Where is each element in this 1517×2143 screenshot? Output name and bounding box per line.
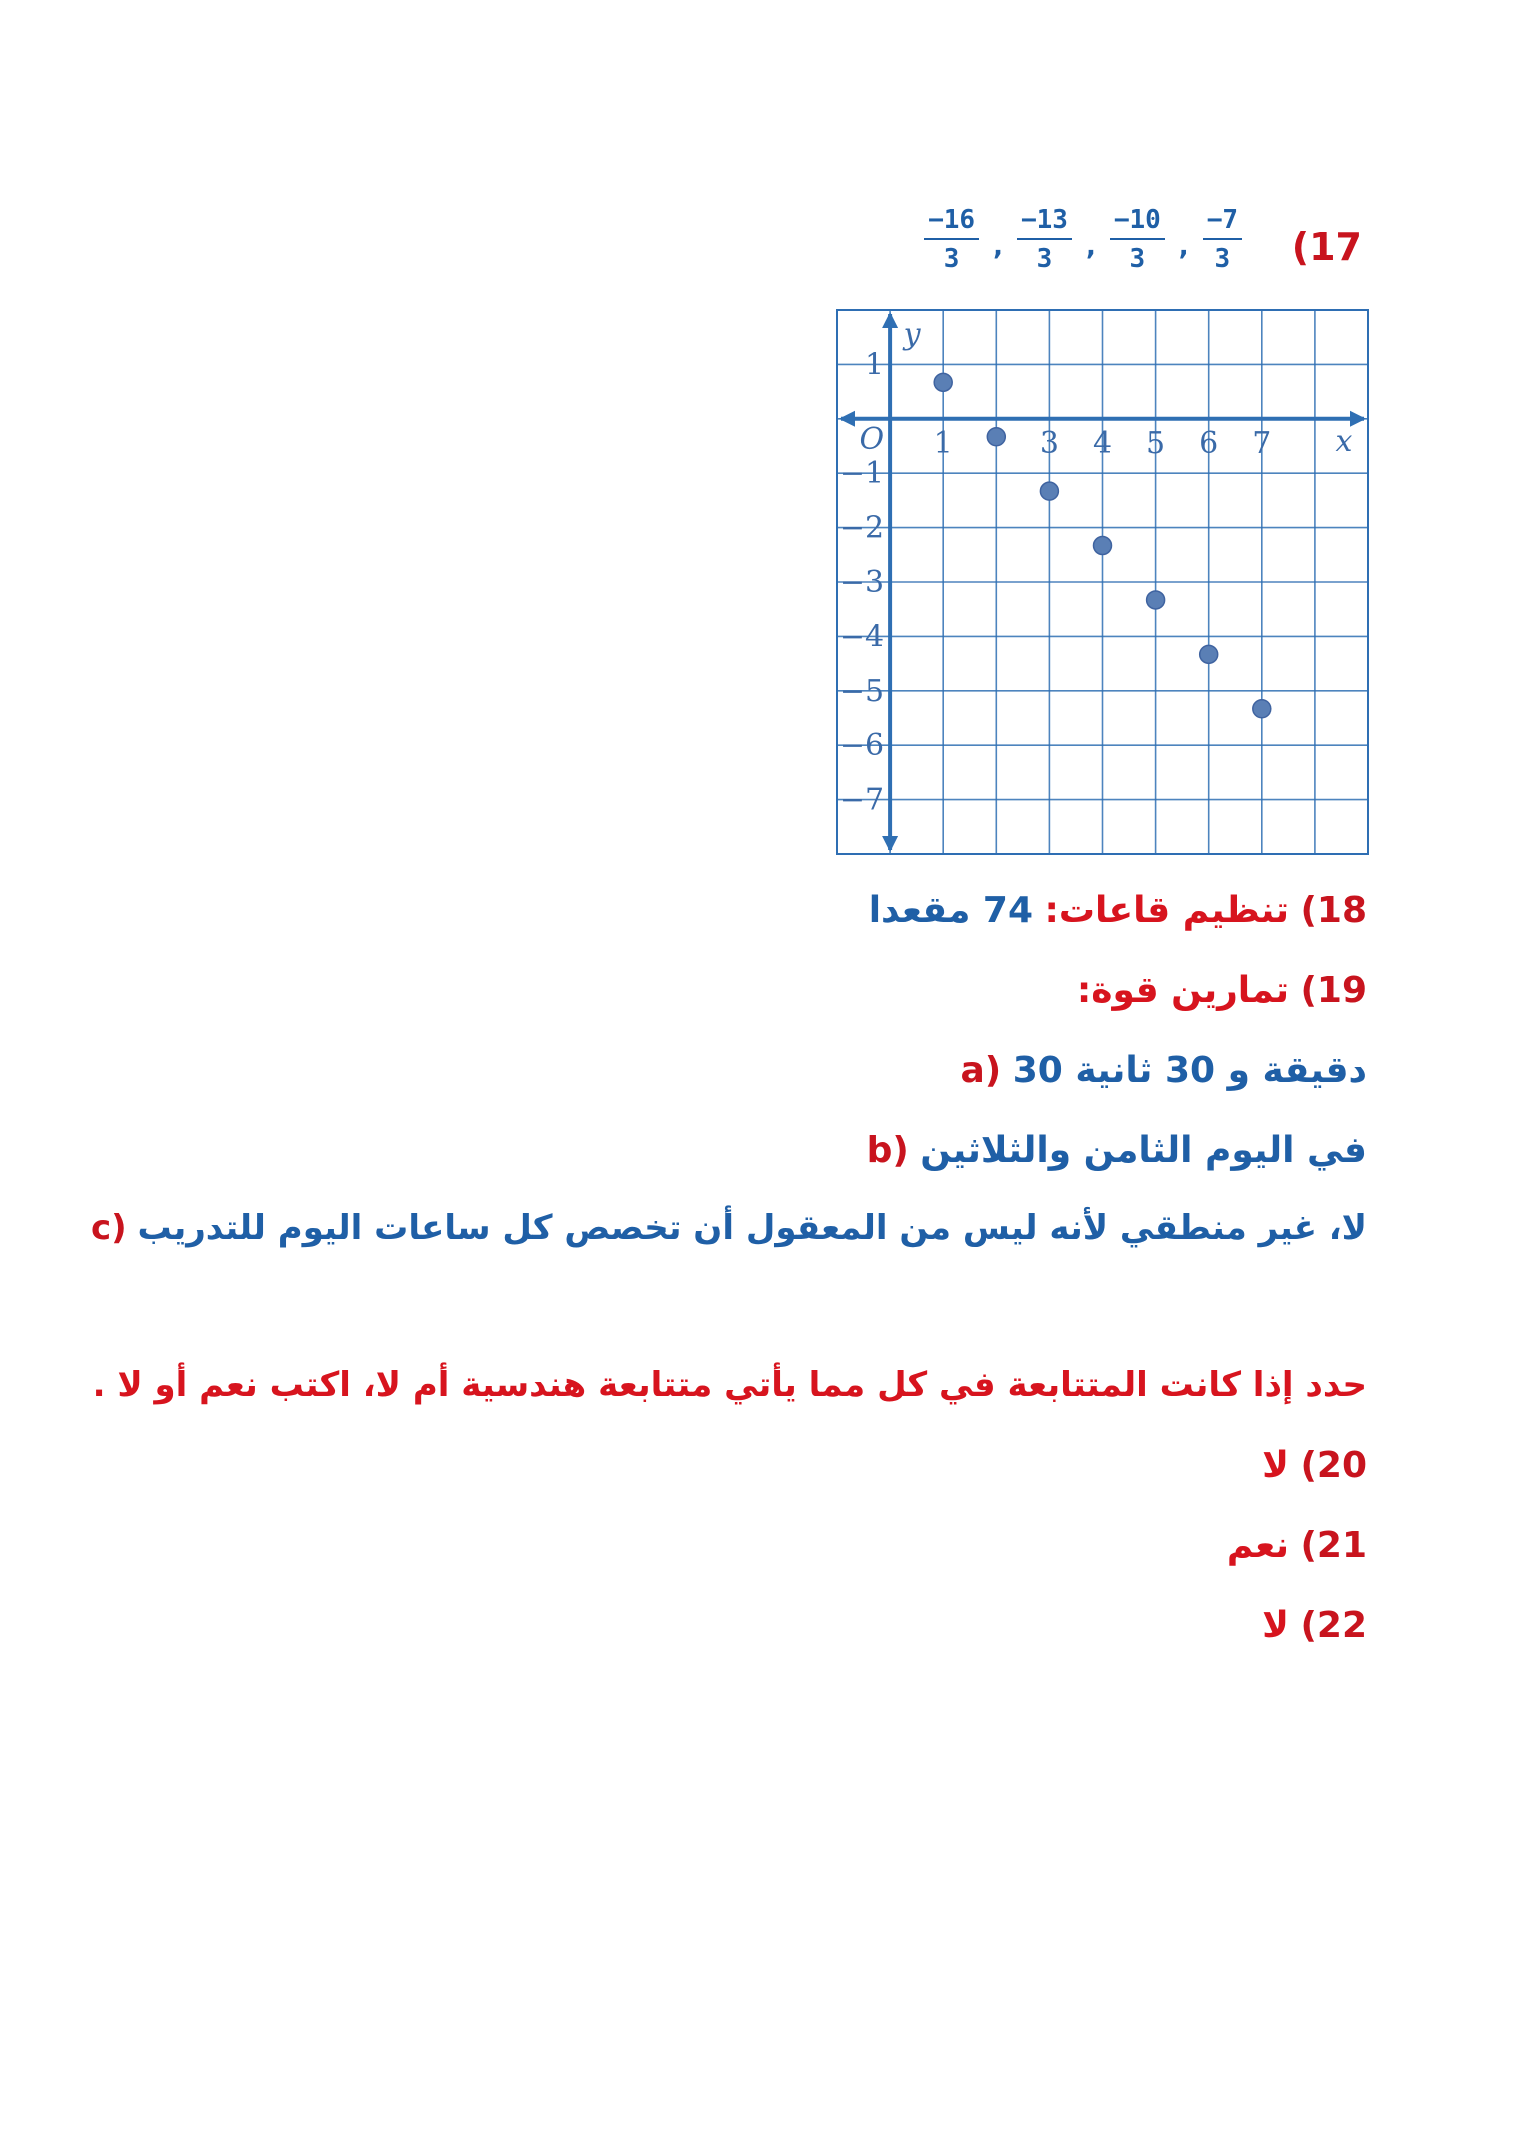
x-tick-label: 3 — [1039, 425, 1059, 461]
data-point — [1040, 482, 1058, 500]
y-tick-label: −3 — [839, 565, 885, 600]
x-axis-arrow-left — [839, 411, 855, 427]
x-tick-label: 6 — [1199, 425, 1219, 461]
item-19 — [1077, 970, 1367, 1011]
fraction-3-numerator: −13 — [1017, 205, 1072, 240]
data-point — [987, 428, 1005, 446]
item-22 — [1262, 1605, 1367, 1646]
sequence-plot-svg — [835, 308, 1370, 856]
y-tick-label: −1 — [839, 456, 885, 492]
x-tick-label: 4 — [1092, 425, 1113, 461]
y-axis-arrow-down — [882, 836, 898, 852]
item-20-answer: لا — [1262, 1445, 1289, 1486]
fraction-3 — [1017, 205, 1072, 274]
item-21-answer: نعم — [1226, 1525, 1289, 1566]
plot-labels — [840, 317, 1353, 818]
fraction-separator: , — [1085, 231, 1096, 262]
item-19a-letter: a) — [960, 1050, 1002, 1091]
x-tick-label: 7 — [1252, 425, 1272, 461]
item-18-value: 74 مقعدا — [868, 890, 1034, 931]
item-18 — [869, 890, 1367, 931]
fraction-2-numerator: −10 — [1110, 205, 1165, 240]
x-tick-label: 1 — [933, 425, 953, 461]
fraction-2 — [1110, 205, 1165, 274]
fraction-4-numerator: −16 — [924, 205, 979, 240]
fraction-2-denominator: 3 — [1129, 244, 1146, 274]
fraction-separator: , — [993, 231, 1003, 262]
x-axis-label: x — [1335, 423, 1353, 459]
item-18-title: تنظيم قاعات: — [1044, 890, 1289, 931]
fraction-1-numerator: −7 — [1203, 205, 1242, 240]
instruction-text: حدد إذا كانت المتتابعة في كل مما يأتي متتابعة هندسية أم لا، اكتب نعم أو لا . — [92, 1365, 1367, 1405]
item-19a — [960, 1050, 1367, 1091]
y-axis-label: y — [903, 317, 921, 352]
y-tick-label: −7 — [839, 782, 885, 818]
y-tick-label: −5 — [839, 673, 885, 709]
y-tick-label: −6 — [839, 728, 885, 764]
origin-label: O — [859, 421, 885, 457]
item-17-number: (17 — [1291, 225, 1362, 269]
fraction-separator: , — [1178, 231, 1189, 262]
fraction-4 — [924, 205, 979, 274]
item-19b — [867, 1130, 1367, 1171]
fraction-1-denominator: 3 — [1214, 244, 1231, 274]
fraction-4-denominator: 3 — [943, 244, 960, 274]
item-19b-answer: في اليوم الثامن والثلاثين — [920, 1130, 1367, 1171]
data-point — [1200, 645, 1218, 663]
y-tick-label: −4 — [839, 619, 885, 655]
data-point — [1147, 591, 1165, 609]
item-19a-answer: 30 دقيقة و 30 ثانية — [1012, 1050, 1367, 1091]
item-22-number: 22) — [1300, 1605, 1367, 1646]
sequence-plot — [835, 308, 1370, 856]
item-19c-answer: لا، غير منطقي لأنه ليس من المعقول أن تخصص كل ساعات اليوم للتدريب — [137, 1208, 1367, 1248]
data-point — [1094, 537, 1112, 555]
item-19b-letter: b) — [866, 1130, 909, 1171]
plot-grid — [837, 310, 1368, 854]
x-tick-label: 5 — [1146, 425, 1166, 461]
item-19c-letter: c) — [90, 1208, 127, 1248]
y-tick-label: −2 — [839, 510, 885, 546]
item-20 — [1262, 1445, 1367, 1486]
item-19-title: تمارين قوة: — [1076, 970, 1289, 1011]
fraction-1 — [1203, 205, 1242, 274]
item-20-number: 20) — [1300, 1445, 1367, 1486]
item-17-fractions — [924, 205, 1242, 274]
data-point — [1253, 700, 1271, 718]
item-21 — [1227, 1525, 1367, 1566]
item-19-number: 19) — [1300, 970, 1367, 1011]
data-point — [934, 373, 952, 391]
item-18-number: 18) — [1300, 890, 1367, 931]
item-21-number: 21) — [1300, 1525, 1367, 1566]
y-tick-label: 1 — [865, 347, 885, 383]
item-19c — [91, 1208, 1367, 1248]
item-22-answer: لا — [1262, 1605, 1289, 1646]
fraction-3-denominator: 3 — [1036, 244, 1053, 274]
y-axis-arrow-up — [882, 312, 898, 328]
item-17 — [662, 205, 1362, 295]
